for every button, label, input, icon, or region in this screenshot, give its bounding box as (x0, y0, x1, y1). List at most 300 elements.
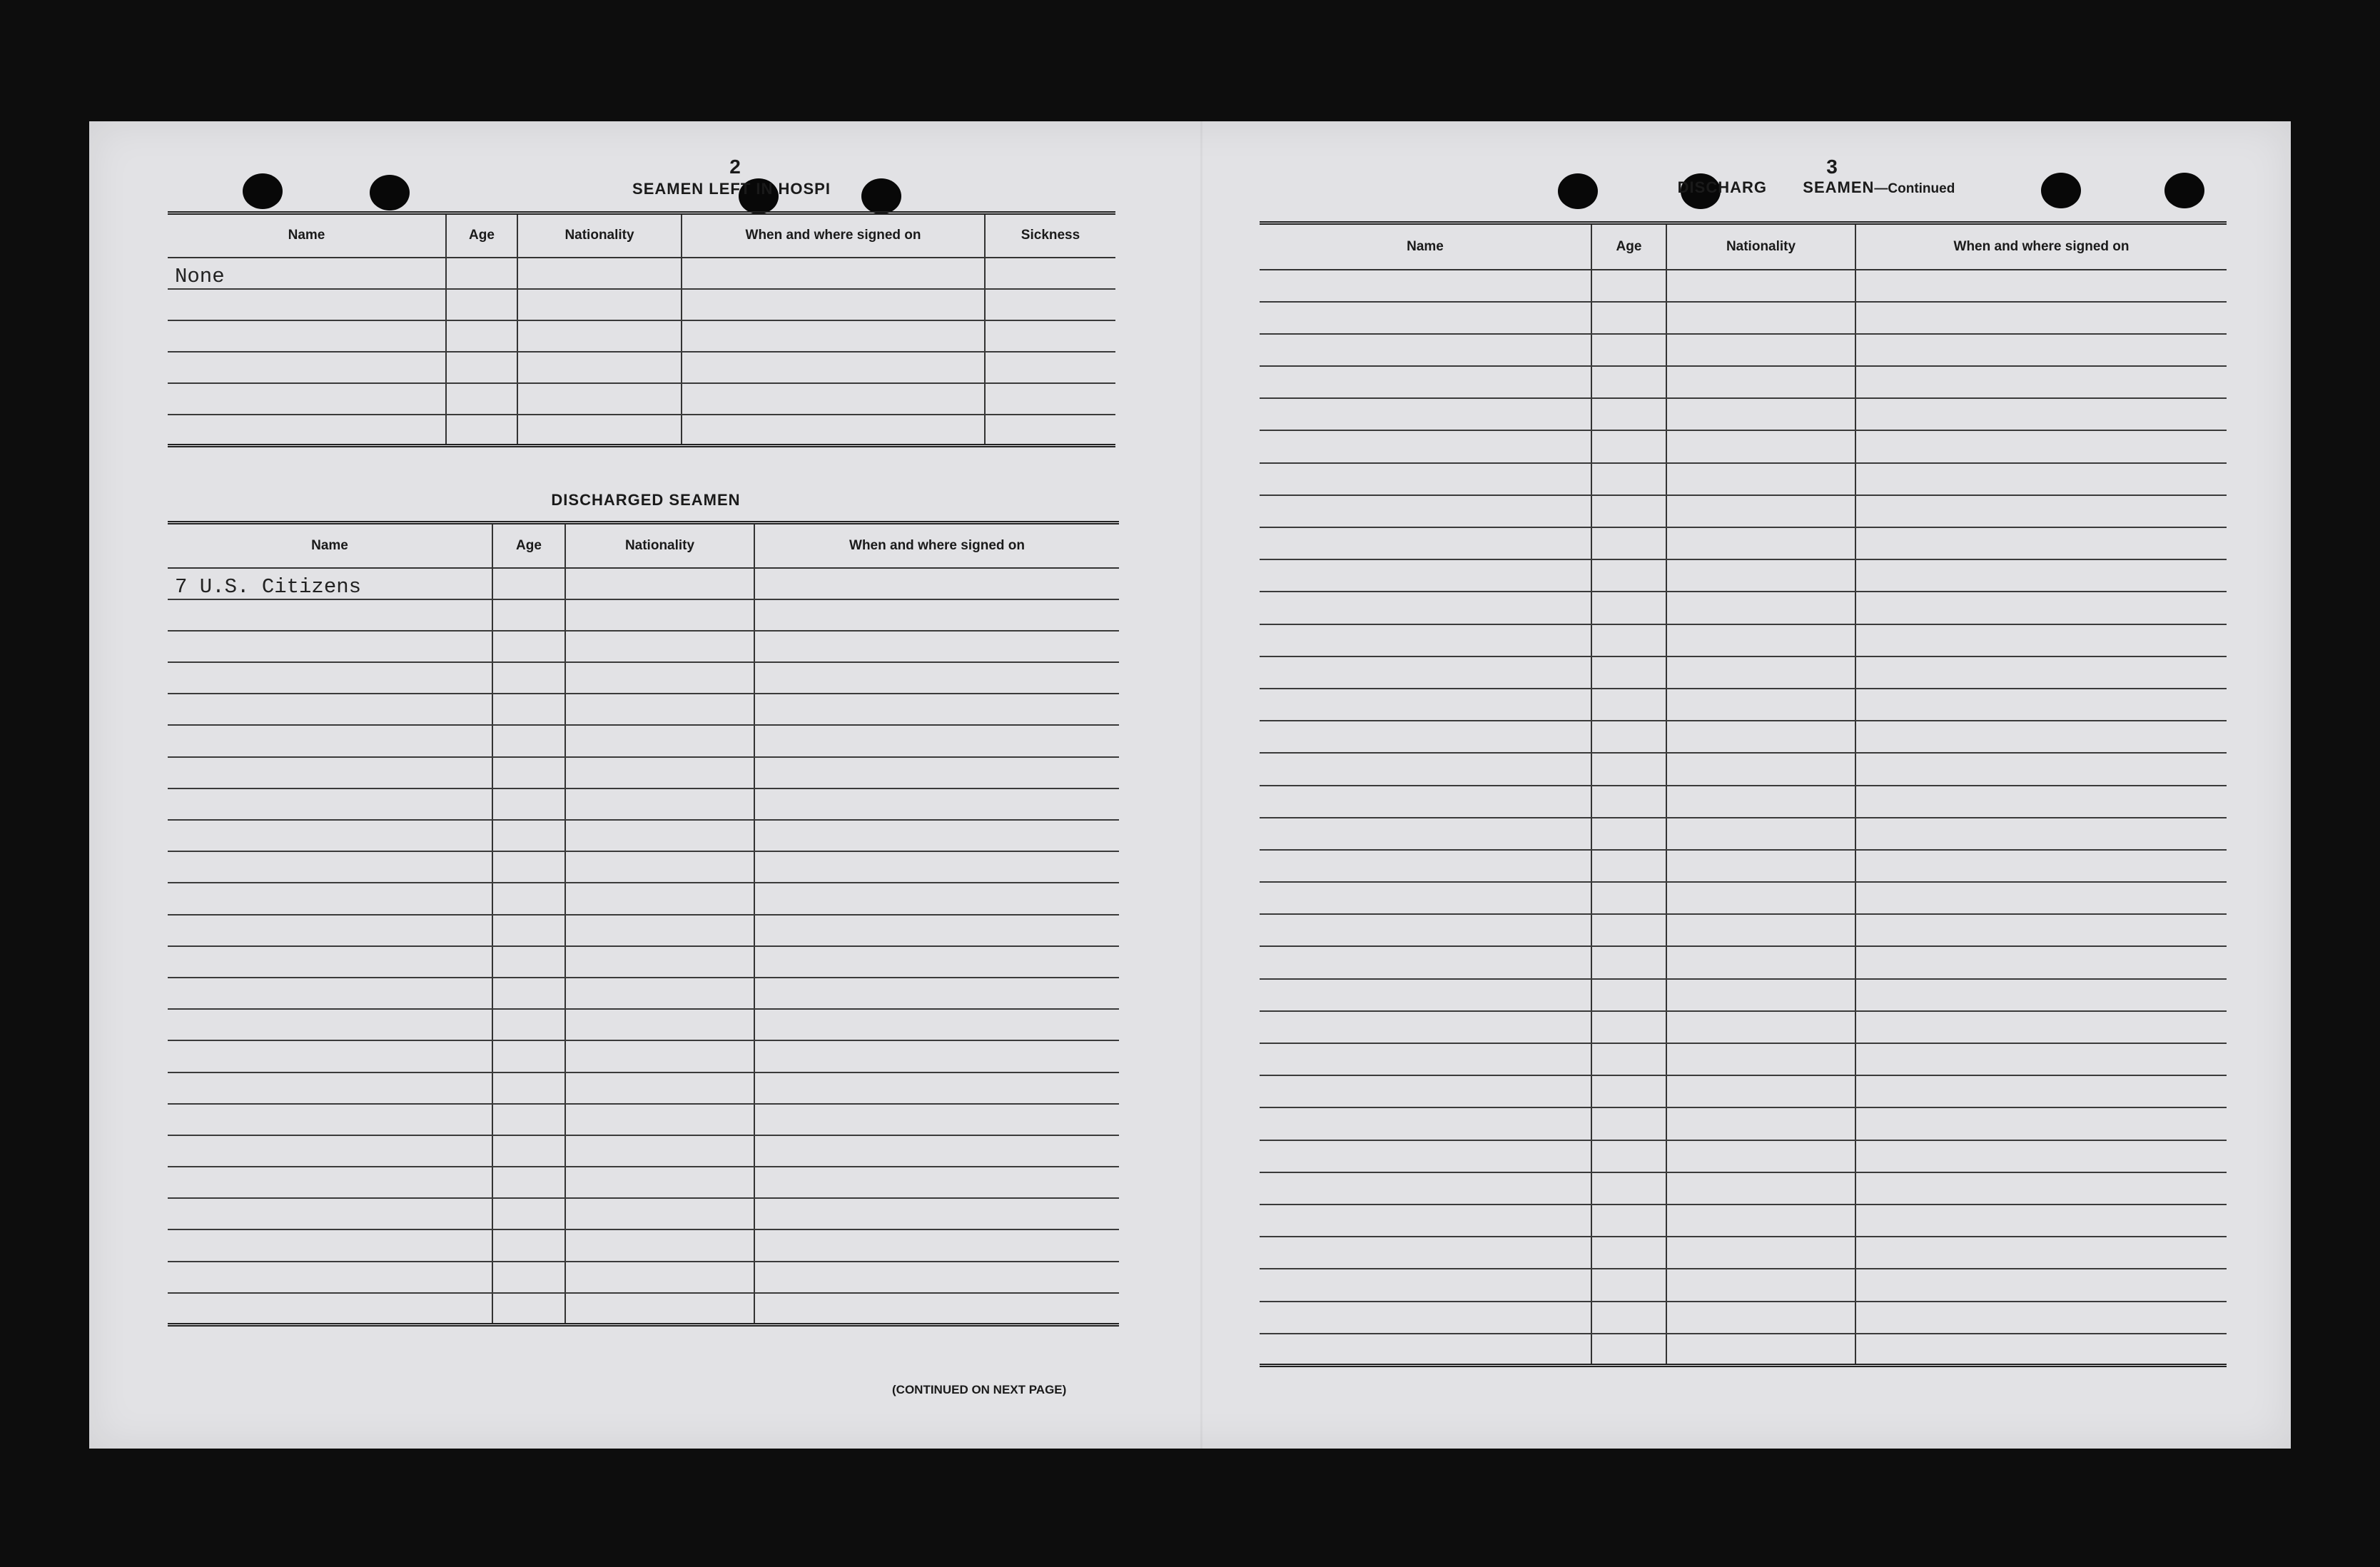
table-row (168, 694, 1119, 725)
table-cell (492, 788, 565, 820)
table-row (1260, 1237, 2227, 1269)
table-cell (1591, 1075, 1666, 1107)
table-cell (168, 757, 492, 788)
table-row (168, 1104, 1119, 1135)
table-row (168, 289, 1115, 320)
table-row (1260, 527, 2227, 559)
table-cell (168, 320, 446, 352)
table-cell (1260, 850, 1591, 882)
table-cell (1666, 527, 1855, 559)
table-cell (565, 978, 754, 1009)
table-row (168, 820, 1119, 851)
table-cell (1855, 1334, 2227, 1366)
table-cell (682, 415, 985, 446)
table-cell (1260, 818, 1591, 850)
table-cell (492, 1167, 565, 1198)
table-cell (168, 851, 492, 883)
column-header-nationality: Nationality (565, 523, 754, 568)
table-cell (492, 915, 565, 946)
table-cell (1260, 1140, 1591, 1172)
table-row (168, 415, 1115, 446)
table-row (168, 1040, 1119, 1072)
table-cell (492, 1135, 565, 1167)
table-cell (1591, 1269, 1666, 1301)
table-cell (754, 978, 1119, 1009)
table-cell (1666, 1140, 1855, 1172)
table-cell (754, 662, 1119, 694)
table-cell (1591, 1205, 1666, 1237)
table-cell (1260, 495, 1591, 527)
table-row (1260, 430, 2227, 462)
table-cell (1855, 495, 2227, 527)
table-cell (985, 352, 1115, 383)
table-row (168, 1229, 1119, 1261)
table-row (168, 1009, 1119, 1040)
table-cell (1260, 1205, 1591, 1237)
table-cell (1591, 721, 1666, 753)
table-cell (1260, 914, 1591, 946)
table-cell (1591, 624, 1666, 656)
table-cell (1666, 270, 1855, 302)
table-cell (492, 694, 565, 725)
table-cell (1260, 979, 1591, 1011)
table-cell (1260, 463, 1591, 495)
table-row (168, 757, 1119, 788)
table-cell (168, 1104, 492, 1135)
column-header-name: Name (168, 213, 446, 258)
table-cell (168, 383, 446, 415)
table-cell (1666, 689, 1855, 721)
table-cell (1260, 1043, 1591, 1075)
table-cell (1855, 1302, 2227, 1334)
hospital-section-title: SEAMEN LEFT IN HOSPI (632, 180, 831, 198)
table-cell (1260, 1011, 1591, 1043)
table-cell (754, 1167, 1119, 1198)
table-row (168, 1198, 1119, 1229)
table-cell (1591, 1107, 1666, 1140)
table-cell (1855, 656, 2227, 689)
table-cell (492, 1104, 565, 1135)
table-cell (754, 883, 1119, 914)
table-cell (1591, 656, 1666, 689)
table-cell (985, 320, 1115, 352)
table-row (1260, 946, 2227, 978)
table-cell (492, 568, 565, 599)
table-cell (1855, 753, 2227, 785)
table-cell (682, 320, 985, 352)
table-cell (1855, 882, 2227, 914)
table-row (1260, 818, 2227, 850)
table-cell (168, 1198, 492, 1229)
table-cell (1855, 398, 2227, 430)
table-cell (517, 415, 682, 446)
table-cell (1666, 495, 1855, 527)
table-cell (1666, 786, 1855, 818)
table-cell (168, 289, 446, 320)
table-row (168, 851, 1119, 883)
table-cell (1855, 302, 2227, 334)
discharged-continued-title (1559, 178, 2073, 197)
title-continued: —Continued (1874, 181, 1955, 196)
table-cell (1260, 946, 1591, 978)
page-number: 3 (1826, 156, 1838, 178)
table-row (1260, 1075, 2227, 1107)
table-cell (1666, 334, 1855, 366)
table-cell (168, 1167, 492, 1198)
table-cell (1666, 430, 1855, 462)
table-cell (1260, 882, 1591, 914)
table-cell (1591, 559, 1666, 592)
table-cell (1591, 1172, 1666, 1205)
table-cell (1260, 430, 1591, 462)
table-row (1260, 882, 2227, 914)
table-cell (1260, 721, 1591, 753)
table-row (168, 725, 1119, 756)
table-cell (1260, 1334, 1591, 1366)
table-cell (565, 788, 754, 820)
table-cell (985, 415, 1115, 446)
table-cell (492, 662, 565, 694)
table-cell (1591, 1011, 1666, 1043)
table-cell (565, 1198, 754, 1229)
table-cell (1666, 463, 1855, 495)
column-header-signed-on: When and where signed on (754, 523, 1119, 568)
table-cell (1666, 398, 1855, 430)
table-cell (1666, 1334, 1855, 1366)
table-cell (754, 599, 1119, 631)
table-cell (1666, 1302, 1855, 1334)
column-header-name: Name (168, 523, 492, 568)
table-cell (517, 258, 682, 289)
table-row (1260, 302, 2227, 334)
table-cell (492, 820, 565, 851)
table-cell (1666, 979, 1855, 1011)
table-cell (565, 1009, 754, 1040)
entry-text: None (168, 258, 446, 289)
table-row (168, 883, 1119, 914)
table-cell (565, 568, 754, 599)
table-cell (446, 415, 517, 446)
table-cell (754, 1198, 1119, 1229)
table-cell (1591, 786, 1666, 818)
column-header-age: Age (492, 523, 565, 568)
table-row (168, 631, 1119, 662)
table-cell (517, 320, 682, 352)
table-cell (446, 289, 517, 320)
table-cell (1591, 302, 1666, 334)
table-cell (1260, 1269, 1591, 1301)
table-cell (492, 1229, 565, 1261)
table-cell (1666, 559, 1855, 592)
table-cell (754, 1072, 1119, 1104)
table-row (1260, 398, 2227, 430)
table-cell (168, 1072, 492, 1104)
table-cell (682, 258, 985, 289)
table-cell (1666, 753, 1855, 785)
continued-note: (CONTINUED ON NEXT PAGE) (892, 1383, 1067, 1396)
table-cell (754, 946, 1119, 978)
table-cell (446, 258, 517, 289)
table-row (1260, 1269, 2227, 1301)
table-row (168, 1293, 1119, 1324)
table-cell (1666, 656, 1855, 689)
table-cell (754, 1262, 1119, 1293)
table-cell (565, 1040, 754, 1072)
table-cell (1855, 1237, 2227, 1269)
table-cell (754, 820, 1119, 851)
table-row (168, 599, 1119, 631)
discharged-table (168, 521, 1119, 1327)
table-cell (1260, 656, 1591, 689)
column-header-signed-on: When and where signed on (682, 213, 985, 258)
table-cell (492, 1009, 565, 1040)
table-cell (1591, 753, 1666, 785)
table-cell (1855, 979, 2227, 1011)
table-cell (168, 946, 492, 978)
table-cell (1855, 624, 2227, 656)
table-cell (565, 1104, 754, 1135)
table-cell (1666, 366, 1855, 398)
table-cell (168, 352, 446, 383)
table-row (1260, 914, 2227, 946)
table-cell (1260, 366, 1591, 398)
table-cell (168, 1040, 492, 1072)
table-cell (1260, 753, 1591, 785)
table-cell (1855, 946, 2227, 978)
table-row (1260, 1043, 2227, 1075)
table-cell (1855, 818, 2227, 850)
table-cell (1591, 818, 1666, 850)
table-cell (1591, 1043, 1666, 1075)
table-cell (517, 383, 682, 415)
table-cell (1591, 946, 1666, 978)
table-cell (682, 352, 985, 383)
table-cell (168, 694, 492, 725)
table-row (168, 662, 1119, 694)
table-cell (565, 1293, 754, 1324)
table-cell (985, 289, 1115, 320)
table-cell (446, 383, 517, 415)
table-cell (1855, 721, 2227, 753)
table-cell (565, 1072, 754, 1104)
table-cell (168, 883, 492, 914)
table-cell (168, 788, 492, 820)
table-cell (1855, 366, 2227, 398)
table-cell (1591, 398, 1666, 430)
table-row (1260, 270, 2227, 302)
right-page (1260, 143, 2316, 1427)
entry-text: 7 U.S. Citizens (168, 568, 492, 599)
table-cell (1855, 1075, 2227, 1107)
table-cell (1666, 1075, 1855, 1107)
table-row (1260, 463, 2227, 495)
table-cell (754, 1229, 1119, 1261)
table-cell (1260, 1107, 1591, 1140)
table-cell (682, 383, 985, 415)
table-cell (1855, 1205, 2227, 1237)
table-cell (1591, 495, 1666, 527)
table-cell (1666, 1011, 1855, 1043)
table-cell (565, 946, 754, 978)
table-cell (1666, 1205, 1855, 1237)
table-cell (1260, 592, 1591, 624)
table-cell (492, 946, 565, 978)
table-row (1260, 786, 2227, 818)
table-row (168, 1072, 1119, 1104)
table-cell (168, 1135, 492, 1167)
table-row (1260, 1302, 2227, 1334)
table-cell (492, 851, 565, 883)
table-cell (168, 820, 492, 851)
table-cell (1666, 1043, 1855, 1075)
table-cell (492, 978, 565, 1009)
table-cell (492, 757, 565, 788)
table-cell (754, 631, 1119, 662)
table-cell (517, 289, 682, 320)
table-cell (1666, 946, 1855, 978)
table-cell (1260, 624, 1591, 656)
table-cell (1855, 689, 2227, 721)
table-cell (1666, 914, 1855, 946)
table-cell (754, 757, 1119, 788)
table-cell (168, 1229, 492, 1261)
table-cell (682, 289, 985, 320)
table-cell (168, 725, 492, 756)
table-cell (754, 1040, 1119, 1072)
table-cell (492, 1262, 565, 1293)
table-cell (1260, 1302, 1591, 1334)
left-page (168, 143, 1210, 1427)
table-cell (1666, 624, 1855, 656)
table-cell (1666, 1172, 1855, 1205)
table-cell (492, 1072, 565, 1104)
table-cell (1855, 334, 2227, 366)
table-cell (1666, 302, 1855, 334)
table-cell (1591, 1140, 1666, 1172)
table-cell (1591, 850, 1666, 882)
table-cell (1666, 1107, 1855, 1140)
table-cell (1260, 398, 1591, 430)
table-cell (1591, 592, 1666, 624)
table-cell (1260, 527, 1591, 559)
table-cell (1591, 334, 1666, 366)
table-cell (1591, 270, 1666, 302)
table-cell (1260, 334, 1591, 366)
table-row (1260, 1107, 2227, 1140)
table-cell (565, 820, 754, 851)
table-row (1260, 850, 2227, 882)
table-cell (1591, 1302, 1666, 1334)
table-row (1260, 495, 2227, 527)
table-row (168, 1167, 1119, 1198)
table-cell (1260, 1075, 1591, 1107)
table-row (1260, 753, 2227, 785)
table-cell (1855, 1043, 2227, 1075)
table-cell (565, 662, 754, 694)
table-cell (168, 915, 492, 946)
table-cell (168, 1262, 492, 1293)
table-row (1260, 721, 2227, 753)
table-cell (754, 1104, 1119, 1135)
table-cell (1666, 1269, 1855, 1301)
column-header-signed-on: When and where signed on (1855, 223, 2227, 270)
table-cell (492, 883, 565, 914)
table-row (1260, 1011, 2227, 1043)
table-cell (754, 851, 1119, 883)
table-cell (1855, 1140, 2227, 1172)
table-cell (492, 1293, 565, 1324)
table-row (168, 258, 1115, 289)
table-cell (1855, 430, 2227, 462)
table-cell (754, 915, 1119, 946)
table-cell (1591, 882, 1666, 914)
table-cell (565, 915, 754, 946)
table-cell (1260, 1237, 1591, 1269)
table-cell (1591, 914, 1666, 946)
table-row (1260, 656, 2227, 689)
table-cell (565, 883, 754, 914)
table-cell (754, 1135, 1119, 1167)
table-cell (754, 1293, 1119, 1324)
table-cell (446, 320, 517, 352)
table-cell (754, 694, 1119, 725)
table-cell (1855, 786, 2227, 818)
table-cell (168, 415, 446, 446)
table-cell (1855, 1269, 2227, 1301)
table-cell (565, 694, 754, 725)
table-cell (492, 631, 565, 662)
table-cell (1666, 882, 1855, 914)
table-cell (1855, 1107, 2227, 1140)
table-cell (565, 725, 754, 756)
table-cell (754, 788, 1119, 820)
column-header-nationality: Nationality (517, 213, 682, 258)
table-cell (754, 725, 1119, 756)
table-cell (1666, 1237, 1855, 1269)
table-row (1260, 1334, 2227, 1366)
column-header-age: Age (1591, 223, 1666, 270)
table-cell (1666, 592, 1855, 624)
table-cell (492, 725, 565, 756)
column-header-age: Age (446, 213, 517, 258)
table-row (168, 320, 1115, 352)
table-cell (492, 599, 565, 631)
table-cell (985, 258, 1115, 289)
table-cell (565, 757, 754, 788)
table-cell (1591, 366, 1666, 398)
table-cell (1855, 592, 2227, 624)
table-cell (1591, 689, 1666, 721)
table-cell (565, 851, 754, 883)
table-cell (565, 631, 754, 662)
table-cell (1666, 721, 1855, 753)
table-row (168, 946, 1119, 978)
table-cell (1260, 689, 1591, 721)
column-header-sickness: Sickness (985, 213, 1115, 258)
table-cell (1260, 786, 1591, 818)
table-row (1260, 1140, 2227, 1172)
table-cell (1855, 1011, 2227, 1043)
table-row (1260, 624, 2227, 656)
table-cell (754, 568, 1119, 599)
table-cell (168, 978, 492, 1009)
table-cell (1591, 1334, 1666, 1366)
document-sheet (89, 121, 2291, 1449)
table-cell (1591, 1237, 1666, 1269)
table-row (168, 1262, 1119, 1293)
table-row (168, 1135, 1119, 1167)
discharged-continued-table (1260, 221, 2227, 1367)
